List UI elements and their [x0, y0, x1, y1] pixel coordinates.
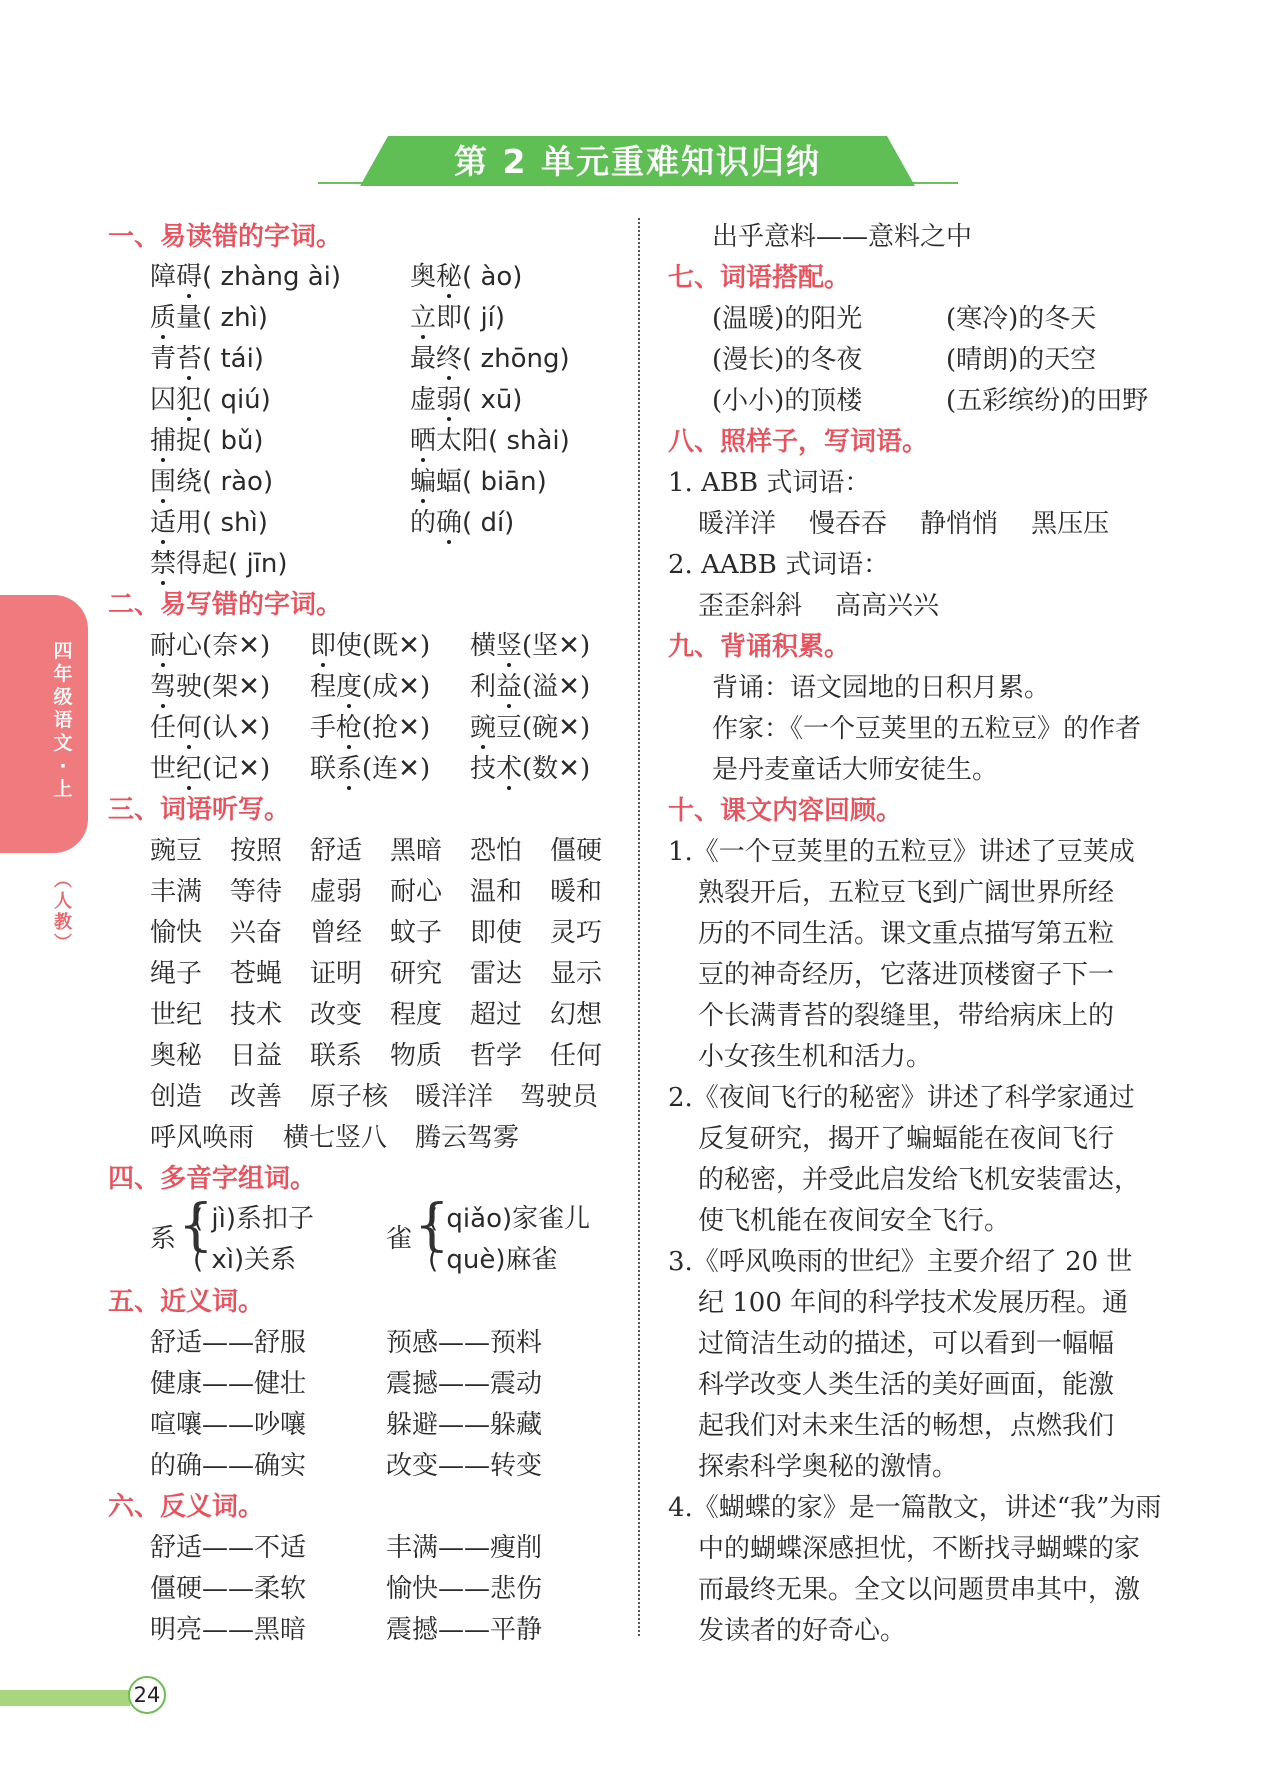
page-number-bar [0, 1690, 130, 1706]
synonym-pair: 改变——转变 [386, 1451, 543, 1481]
dictation-word: 恐怕 [470, 836, 523, 866]
dictation-word: 温和 [470, 877, 523, 907]
synonym-pair: 的确——确实 [150, 1451, 307, 1481]
text-line: 过简洁生动的描述，可以看到一幅幅 [698, 1329, 1115, 1359]
polyphone-char: 雀 [386, 1224, 413, 1254]
text-line: 而最终无果。全文以问题贯串其中，激 [698, 1575, 1141, 1605]
synonym-pair: 震撼——震动 [386, 1369, 543, 1399]
text-line: 1.《一个豆荚里的五粒豆》讲述了豆荚成 [668, 837, 1135, 867]
section-heading-4: 四、多音字组词。 [108, 1164, 317, 1194]
antonym-pair: 明亮——黑暗 [150, 1615, 307, 1645]
text-line: 熟裂开后，五粒豆飞到广阔世界所经 [698, 878, 1115, 908]
word-item: 耐心(奈✕) [150, 631, 271, 661]
dictation-word: 任何 [550, 1041, 603, 1071]
synonym-pair: 预感——预料 [386, 1328, 543, 1358]
dictation-word: 驾驶员 [520, 1082, 599, 1112]
section-heading-10: 十、课文内容回顾。 [668, 796, 903, 826]
word-item: 程度(成✕) [310, 672, 431, 702]
collocation: (五彩缤纷)的田野 [946, 386, 1149, 416]
text-line: 3.《呼风唤雨的世纪》主要介绍了 20 世 [668, 1247, 1133, 1277]
section-heading-1: 一、易读错的字词。 [108, 222, 343, 252]
dictation-word: 奥秘 [150, 1041, 203, 1071]
dictation-word: 证明 [310, 959, 363, 989]
word-item: 驾驶(架✕) [150, 672, 271, 702]
text-line: 4.《蝴蝶的家》是一篇散文，讲述“我”为雨 [668, 1493, 1162, 1523]
text-line: 探索科学奥秘的激情。 [698, 1452, 959, 1482]
page-title: 第 2 单元重难知识归纳 [454, 142, 821, 181]
dictation-word: 研究 [390, 959, 443, 989]
dictation-word: 物质 [390, 1041, 443, 1071]
antonym-pair: 僵硬——柔软 [150, 1574, 307, 1604]
antonym-pair: 丰满——瘦削 [386, 1533, 543, 1563]
dictation-word: 超过 [470, 1000, 523, 1030]
collocation: (寒冷)的冬天 [946, 304, 1097, 334]
section-heading-3: 三、词语听写。 [108, 795, 291, 825]
collocation: (晴朗)的天空 [946, 345, 1097, 375]
text-line: 的秘密，并受此启发给飞机安装雷达， [698, 1165, 1141, 1195]
polyphone-line: ( qiǎo)家雀儿 [428, 1204, 591, 1234]
dictation-word: 幻想 [550, 1000, 603, 1030]
section-heading-5: 五、近义词。 [108, 1287, 265, 1317]
section-heading-7: 七、词语搭配。 [668, 263, 851, 293]
collocation: (温暖)的阳光 [712, 304, 863, 334]
text-line: 个长满青苔的裂缝里，带给病床上的 [698, 1001, 1115, 1031]
word-item: 障碍( zhàng ài) [150, 262, 342, 292]
antonym-pair: 震撼——平静 [386, 1615, 543, 1645]
dictation-word: 显示 [550, 959, 603, 989]
dictation-word: 灵巧 [550, 918, 603, 948]
antonym-pair: 愉快——悲伤 [386, 1574, 543, 1604]
dictation-word: 雷达 [470, 959, 523, 989]
dictation-word: 绳子 [150, 959, 203, 989]
dictation-word: 舒适 [310, 836, 363, 866]
section-heading-2: 二、易写错的字词。 [108, 590, 343, 620]
polyphone-char: 系 [150, 1224, 177, 1254]
word-item: 世纪(记✕) [150, 754, 271, 784]
text-line: 小女孩生机和活力。 [698, 1042, 933, 1072]
text-line: 背诵：语文园地的日积月累。 [712, 673, 1051, 703]
word-item: 质量( zhì) [150, 303, 268, 333]
word-item: 围绕( rào) [150, 467, 274, 497]
text-line: 使飞机能在夜间安全飞行。 [698, 1206, 1011, 1236]
text-line: 豆的神奇经历，它落进顶楼窗子下一 [698, 960, 1115, 990]
antonym-pair-continued: 出乎意料——意料之中 [712, 222, 973, 252]
brace-icon: { [178, 1193, 214, 1258]
brace-icon: { [414, 1193, 450, 1258]
page-number: 24 [128, 1676, 166, 1714]
dictation-word: 愉快 [150, 918, 203, 948]
word-item: 即使(既✕) [310, 631, 431, 661]
text-line: 纪 100 年间的科学技术发展历程。通 [698, 1288, 1129, 1318]
dictation-word: 暖洋洋 [415, 1082, 494, 1112]
word-item: 立即( jí) [410, 303, 506, 333]
dictation-word: 虚弱 [310, 877, 363, 907]
synonym-pair: 舒适——舒服 [150, 1328, 307, 1358]
text-line: 暖洋洋 慢吞吞 静悄悄 黑压压 [698, 509, 1110, 539]
text-line: 歪歪斜斜 高高兴兴 [698, 591, 940, 621]
synonym-pair: 健康——健壮 [150, 1369, 307, 1399]
dictation-word: 豌豆 [150, 836, 203, 866]
column-divider [638, 218, 640, 1636]
section-heading-9: 九、背诵积累。 [668, 632, 851, 662]
dictation-word: 曾经 [310, 918, 363, 948]
word-item: 联系(连✕) [310, 754, 431, 784]
word-item: 适用( shì) [150, 508, 268, 538]
dictation-word: 横七竖八 [283, 1123, 388, 1153]
dictation-word: 原子核 [310, 1082, 389, 1112]
word-item: 禁得起( jīn) [150, 549, 288, 579]
dictation-word: 黑暗 [390, 836, 443, 866]
word-item: 青苔( tái) [150, 344, 264, 374]
dictation-word: 丰满 [150, 877, 203, 907]
section-heading-8: 八、照样子，写词语。 [668, 427, 929, 457]
dictation-word: 苍蝇 [230, 959, 283, 989]
text-line: 反复研究，揭开了蝙蝠能在夜间飞行 [698, 1124, 1115, 1154]
text-line: 起我们对未来生活的畅想，点燃我们 [698, 1411, 1115, 1441]
text-line: 科学改变人类生活的美好画面，能激 [698, 1370, 1115, 1400]
dictation-word: 世纪 [150, 1000, 203, 1030]
dictation-word: 程度 [390, 1000, 443, 1030]
dictation-word: 暖和 [550, 877, 603, 907]
dictation-word: 即使 [470, 918, 523, 948]
dictation-word: 僵硬 [550, 836, 603, 866]
text-line: 2.《夜间飞行的秘密》讲述了科学家通过 [668, 1083, 1135, 1113]
dictation-word: 腾云驾雾 [415, 1123, 520, 1153]
dictation-word: 呼风唤雨 [150, 1123, 255, 1153]
word-item: 囚犯( qiú) [150, 385, 271, 415]
text-line: 作家：《一个豆荚里的五粒豆》的作者 [712, 714, 1142, 744]
side-tab-edition: ︵ 人 教 ︶ [54, 870, 72, 954]
dictation-word: 按照 [230, 836, 283, 866]
dictation-word: 技术 [230, 1000, 283, 1030]
word-item: 蝙蝠( biān) [410, 467, 547, 497]
antonym-pair: 舒适——不适 [150, 1533, 307, 1563]
text-line: 1. ABB 式词语： [668, 468, 871, 498]
dictation-word: 联系 [310, 1041, 363, 1071]
word-item: 手枪(抢✕) [310, 713, 431, 743]
text-line: 发读者的好奇心。 [698, 1616, 907, 1646]
word-item: 奥秘( ào) [410, 262, 523, 292]
word-item: 的确( dí) [410, 508, 515, 538]
word-item: 最终( zhōng) [410, 344, 570, 374]
synonym-pair: 躲避——躲藏 [386, 1410, 543, 1440]
dictation-word: 兴奋 [230, 918, 283, 948]
polyphone-line: ( jì)系扣子 [193, 1204, 314, 1234]
text-line: 中的蝴蝶深感担忧，不断找寻蝴蝶的家 [698, 1534, 1141, 1564]
polyphone-line: ( què)麻雀 [428, 1245, 558, 1275]
section-heading-6: 六、反义词。 [108, 1492, 265, 1522]
dictation-word: 耐心 [390, 877, 443, 907]
text-line: 2. AABB 式词语： [668, 550, 890, 580]
text-line: 是丹麦童话大师安徒生。 [712, 755, 999, 785]
side-tab-grade: 四 年 级 语 文 · 上 [53, 640, 73, 800]
text-line: 历的不同生活。课文重点描写第五粒 [698, 919, 1115, 949]
collocation: (漫长)的冬夜 [712, 345, 863, 375]
word-item: 晒太阳( shài) [410, 426, 570, 456]
dictation-word: 改变 [310, 1000, 363, 1030]
dictation-word: 等待 [230, 877, 283, 907]
word-item: 捕捉( bǔ) [150, 426, 264, 456]
word-item: 虚弱( xū) [410, 385, 523, 415]
dictation-word: 哲学 [470, 1041, 523, 1071]
word-item: 豌豆(碗✕) [470, 713, 591, 743]
dictation-word: 改善 [230, 1082, 283, 1112]
synonym-pair: 喧嚷——吵嚷 [150, 1410, 307, 1440]
collocation: (小小)的顶楼 [712, 386, 863, 416]
word-item: 任何(认✕) [150, 713, 271, 743]
word-item: 利益(溢✕) [470, 672, 591, 702]
polyphone-line: ( xì)关系 [193, 1245, 297, 1275]
dictation-word: 创造 [150, 1082, 203, 1112]
word-item: 技术(数✕) [470, 754, 591, 784]
word-item: 横竖(坚✕) [470, 631, 591, 661]
dictation-word: 日益 [230, 1041, 283, 1071]
dictation-word: 蚊子 [390, 918, 443, 948]
